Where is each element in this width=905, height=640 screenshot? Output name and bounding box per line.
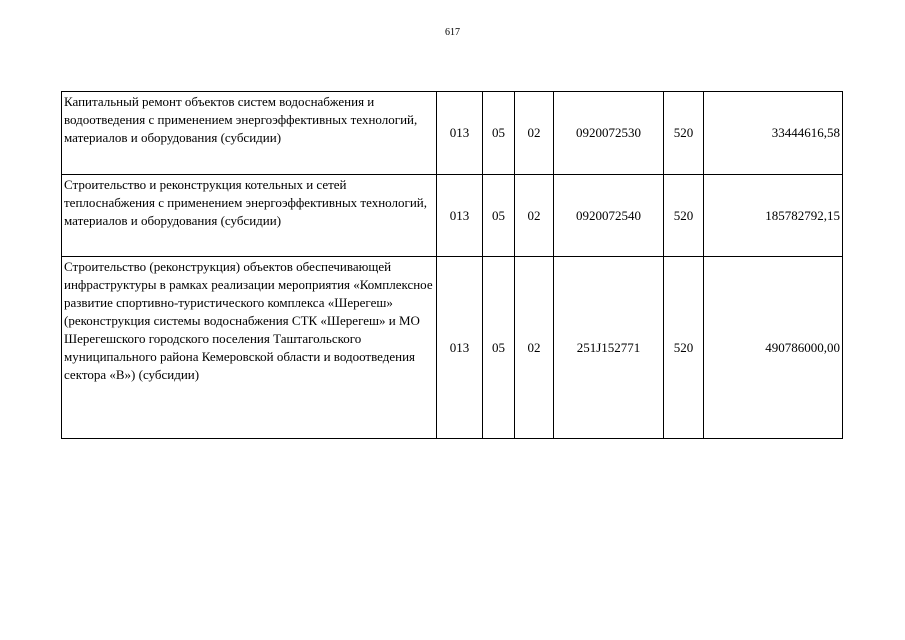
table-row: [62, 257, 843, 439]
section-code: 05: [483, 257, 515, 439]
amount-value: 490786000,00: [704, 257, 843, 439]
table-row: [62, 175, 843, 257]
row-description: Строительство и реконструкция котельных и сетей теплоснабжения с применением энергоэффективных технологий, материалов и оборудования (субсидии): [62, 175, 437, 257]
amount-value: 33444616,58: [704, 92, 843, 175]
target-article-code: 0920072530: [554, 92, 664, 175]
subsection-code: 02: [515, 92, 554, 175]
expense-type-code: 520: [664, 92, 704, 175]
expense-type-code: 520: [664, 175, 704, 257]
ministry-code: 013: [437, 175, 483, 257]
page-number: 617: [445, 27, 460, 38]
subsection-code: 02: [515, 257, 554, 439]
section-code: 05: [483, 92, 515, 175]
target-article-code: 251J152771: [554, 257, 664, 439]
subsection-code: 02: [515, 175, 554, 257]
section-code: 05: [483, 175, 515, 257]
row-description: Строительство (реконструкция) объектов обеспечивающей инфраструктуры в рамках реализации мероприятия «Комплексное развитие спортивно-туристического комплекса «Шерегеш» (реконструкция системы водоснабжения СТК «Шерегеш» и МО Шерегешского городского поселения Таштагольского муниципального района Кемеровской области и водоотведения сектора «В») (субсидии): [62, 257, 437, 439]
row-description: Капитальный ремонт объектов систем водоснабжения и водоотведения с применением энергоэффективных технологий, материалов и оборудования (субсидии): [62, 92, 437, 175]
target-article-code: 0920072540: [554, 175, 664, 257]
expense-type-code: 520: [664, 257, 704, 439]
table-row: [62, 92, 843, 175]
ministry-code: 013: [437, 92, 483, 175]
budget-table: [61, 91, 843, 439]
ministry-code: 013: [437, 257, 483, 439]
amount-value: 185782792,15: [704, 175, 843, 257]
